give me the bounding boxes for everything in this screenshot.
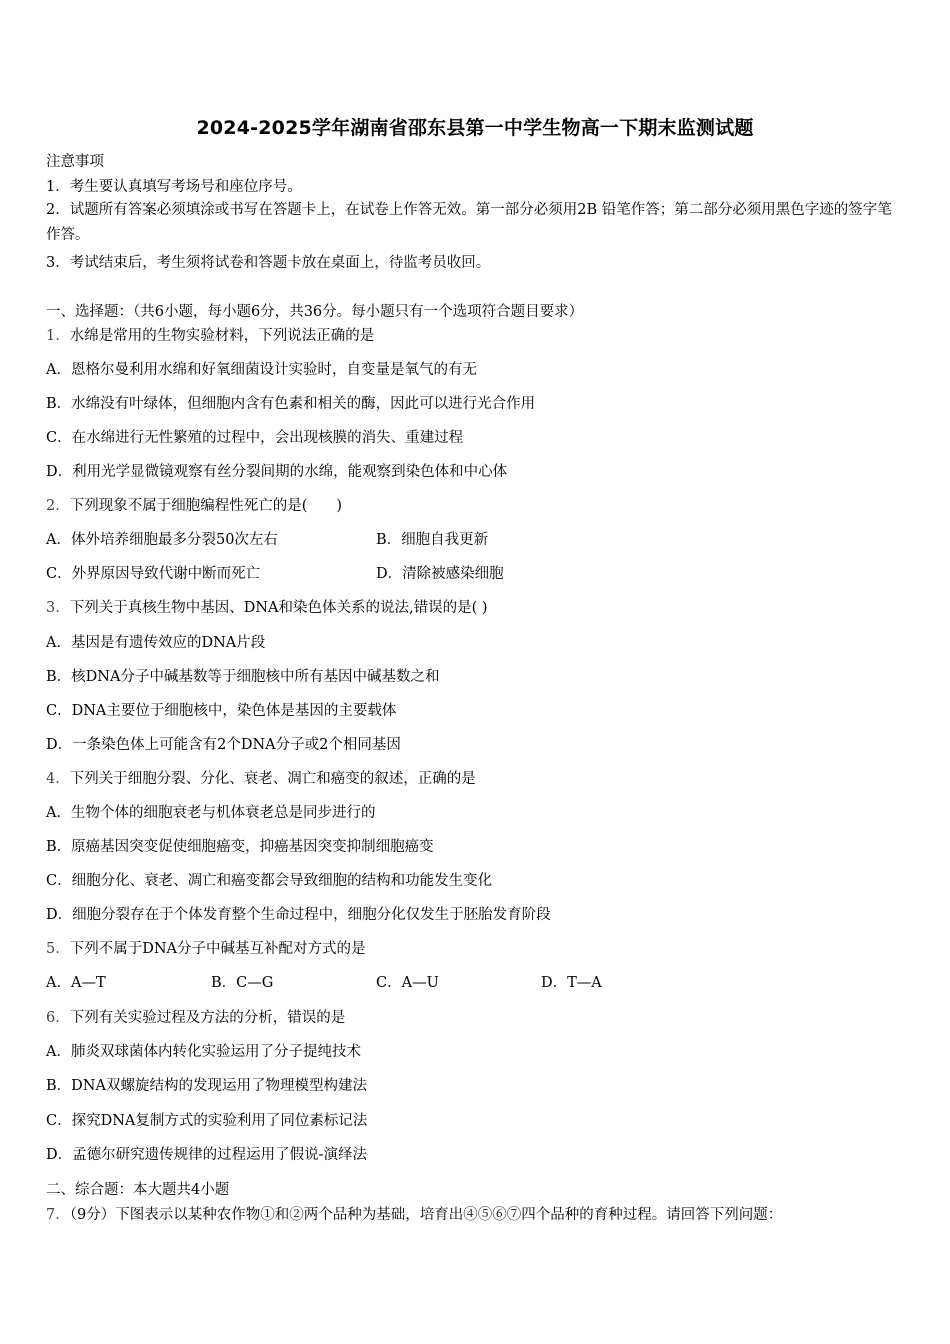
- q1-stem-line: [46, 326, 374, 346]
- q3-option-b: B．核DNA分子中碱基数等于细胞核中所有基因中碱基数之和: [46, 669, 440, 685]
- q4-option-c: C．细胞分化、衰老、凋亡和癌变都会导致细胞的结构和功能发生变化: [46, 873, 493, 889]
- q4-stem-line: [46, 769, 476, 789]
- page-title: 2024-2025学年湖南省邵东县第一中学生物高一下期末监测试题: [196, 117, 754, 139]
- q2-stem: 下列现象不属于细胞编程性死亡的是( ): [69, 498, 343, 514]
- q2-options-row-1: [46, 530, 489, 550]
- notice-item-1: 1．考生要认真填写考场号和座位序号。: [46, 179, 302, 195]
- q6-number: 6．: [46, 1010, 70, 1026]
- q2-number: 2．: [46, 498, 70, 514]
- q6-stem: 下列有关实验过程及方法的分析，错误的是: [69, 1010, 346, 1026]
- q5-option-b: B．C—G: [211, 975, 274, 991]
- q6-stem-line: [46, 1008, 345, 1028]
- q3-number: 3．: [46, 600, 70, 616]
- q1-option-b: B．水绵没有叶绿体，但细胞内含有色素和相关的酶，因此可以进行光合作用: [46, 396, 536, 412]
- notice-item-2: 2．试题所有答案必须填涂或书写在答题卡上，在试卷上作答无效。第一部分必须用2B 铅笔作答；第二部分必须用黑色字迹的签字笔作答。: [46, 202, 892, 243]
- q2-option-b: B．细胞自我更新: [376, 532, 489, 548]
- q1-option-a: A．恩格尔曼利用水绵和好氧细菌设计实验时，自变量是氧气的有无: [46, 362, 477, 378]
- q3-option-a: A．基因是有遗传效应的DNA片段: [46, 635, 266, 651]
- section2-heading: 二、综合题：本大题共4小题: [46, 1182, 230, 1198]
- q2-stem-line: [46, 496, 342, 516]
- q4-option-d: D．细胞分裂存在于个体发育整个生命过程中，细胞分化仅发生于胚胎发育阶段: [46, 907, 551, 923]
- q5-number: 5．: [46, 941, 70, 957]
- q6-option-b: B．DNA双螺旋结构的发现运用了物理模型构建法: [46, 1078, 367, 1094]
- q5-options-row: [46, 973, 646, 993]
- q1-stem: 水绵是常用的生物实验材料，下列说法正确的是: [69, 328, 375, 344]
- q5-option-c: C．A—U: [376, 975, 439, 991]
- q7-number: 7．: [46, 1207, 70, 1223]
- notice-heading: 注意事项: [46, 154, 104, 170]
- q4-number: 4．: [46, 771, 70, 787]
- q6-option-c: C．探究DNA复制方式的实验利用了同位素标记法: [46, 1113, 368, 1129]
- q7-stem-line: [46, 1205, 782, 1225]
- q2-option-d: D．清除被感染细胞: [376, 566, 504, 582]
- q2-option-a: A．体外培养细胞最多分裂50次左右: [46, 532, 278, 548]
- q7-stem: （9分）下图表示以某种农作物①和②两个品种为基础，培育出④⑤⑥⑦四个品种的育种过程。请回答下列问题：: [69, 1207, 783, 1223]
- q6-option-d: D．孟德尔研究遗传规律的过程运用了假说-演绎法: [46, 1147, 368, 1163]
- q3-stem-line: [46, 598, 488, 618]
- q4-stem: 下列关于细胞分裂、分化、衰老、凋亡和癌变的叙述，正确的是: [69, 771, 476, 787]
- q2-options-row-2: [46, 564, 504, 584]
- q5-stem: 下列不属于DNA分子中碱基互补配对方式的是: [69, 941, 366, 957]
- q1-number: 1．: [46, 328, 70, 344]
- q2-option-c: C．外界原因导致代谢中断而死亡: [46, 566, 261, 582]
- q3-option-d: D．一条染色体上可能含有2个DNA分子或2个相同基因: [46, 737, 401, 753]
- q5-stem-line: [46, 939, 366, 959]
- q4-option-b: B．原癌基因突变促使细胞癌变，抑癌基因突变抑制细胞癌变: [46, 839, 434, 855]
- section1-heading: 一、选择题：（共6小题，每小题6分，共36分。每小题只有一个选项符合题目要求）: [46, 304, 584, 320]
- notice-item-3: 3．考试结束后，考生须将试卷和答题卡放在桌面上，待监考员收回。: [46, 255, 491, 271]
- q5-option-d: D．T—A: [541, 975, 602, 991]
- q6-option-a: A．肺炎双球菌体内转化实验运用了分子提纯技术: [46, 1044, 361, 1060]
- q1-option-c: C．在水绵进行无性繁殖的过程中，会出现核膜的消失、重建过程: [46, 430, 464, 446]
- q1-option-d: D．利用光学显微镜观察有丝分裂间期的水绵，能观察到染色体和中心体: [46, 464, 508, 480]
- q3-option-c: C．DNA主要位于细胞核中，染色体是基因的主要载体: [46, 703, 397, 719]
- q4-option-a: A．生物个体的细胞衰老与机体衰老总是同步进行的: [46, 805, 376, 821]
- q3-stem: 下列关于真核生物中基因、DNA和染色体关系的说法,错误的是( ): [69, 600, 488, 616]
- q5-option-a: A．A—T: [46, 975, 106, 991]
